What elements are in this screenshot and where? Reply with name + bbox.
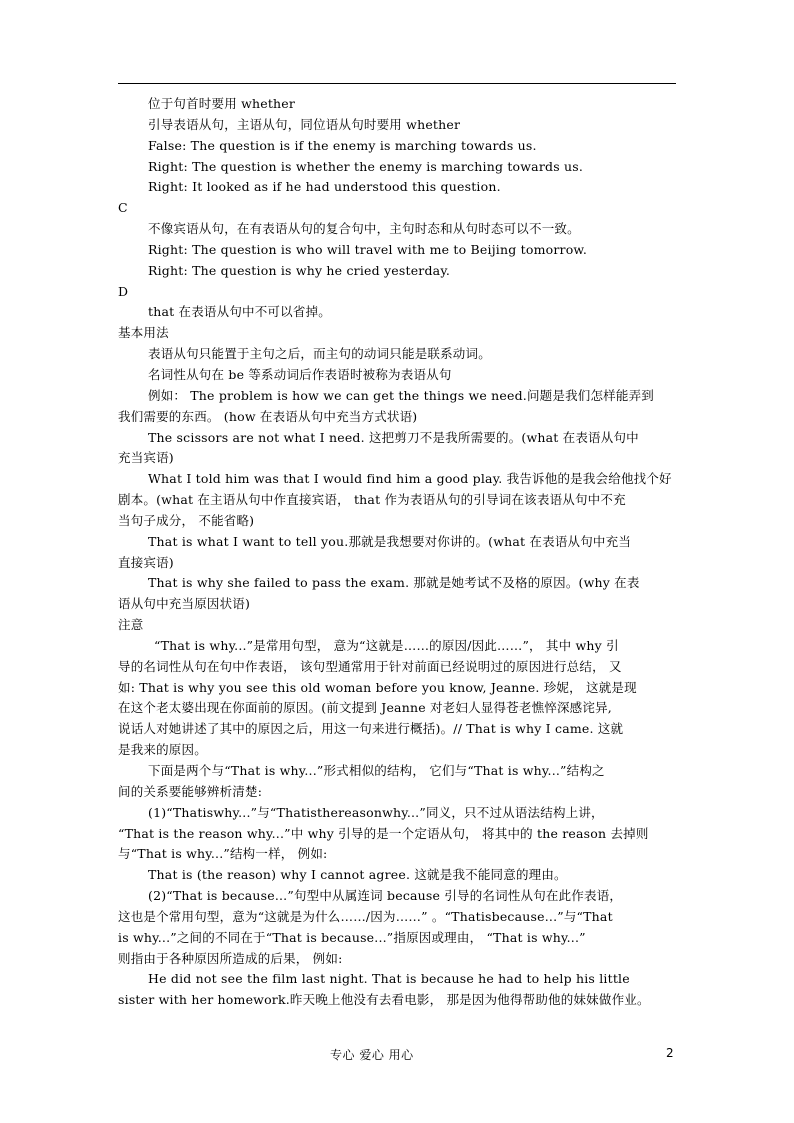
text-line: 在这个老太婆出现在你面前的原因。(前文提到 Jeanne 对老妇人显得苍老憔悴深感诧异, (118, 700, 612, 716)
text-line: 名词性从句在 be 等系动词后作表语时被称为表语从句 (148, 366, 452, 382)
text-line: 间的关系要能够辨析清楚: (118, 783, 263, 799)
text-line: What I told him was that I would find him a good play. 我告诉他的是我会给他找个好 (148, 471, 672, 487)
text-line: that 在表语从句中不可以省掉。 (148, 304, 331, 320)
text-line: 是我来的原因。 (118, 742, 207, 758)
text-line: D (118, 283, 129, 299)
text-line: 剧本。(what 在主语从句中作直接宾语， that 作为表语从句的引导词在该表语从句中不充 (118, 492, 626, 508)
text-line: 例如： The problem is how we can get the things we need.问题是我们怎样能弄到 (148, 387, 654, 403)
page-number: 2 (666, 1046, 674, 1060)
header-rule (118, 83, 676, 84)
text-line: 与“That is why...”结构一样， 例如: (118, 846, 328, 862)
text-line: “That is the reason why...”中 why 引导的是一个定语从句， 将其中的 the reason 去掉则 (118, 825, 649, 841)
text-line: Right: The question is why he cried yesterday. (148, 262, 451, 278)
text-line: 充当宾语) (118, 450, 174, 466)
text-line: (1)“Thatiswhy...”与“Thatisthereasonwhy...”同义，只不过从语法结构上讲， (148, 804, 604, 820)
text-line: 当句子成分， 不能省略) (118, 512, 255, 528)
text-line: 表语从句只能置于主句之后，而主句的动词只能是联系动词。 (148, 346, 491, 362)
text-line: Right: The question is who will travel with me to Beijing tomorrow. (148, 241, 588, 257)
text-line: 不像宾语从句，在有表语从句的复合句中，主句时态和从句时态可以不一致。 (148, 221, 580, 237)
text-line: 位于句首时要用 whether (148, 96, 296, 111)
footer-motto: 专心 爱心 用心 (330, 1048, 414, 1062)
text-line: 语从句中充当原因状语) (118, 596, 251, 612)
text-line: C (118, 200, 128, 216)
document-body (118, 94, 682, 1011)
text-line: is why...”之间的不同在于“That is because...”指原因或理由， “That is why...” (118, 929, 586, 945)
text-line: 下面是两个与“That is why...”形式相似的结构， 它们与“That is why...”结构之 (148, 763, 605, 778)
page-footer (0, 1044, 794, 1064)
text-line: 这也是个常用句型，意为“这就是为什么……/因为……” 。“Thatisbecause...”与“That (118, 908, 613, 924)
text-line: 直接宾语) (118, 554, 174, 570)
text-line: (2)“That is because...”句型中从属连词 because 引导的名词性从句在此作表语， (148, 888, 623, 904)
text-line: 注意 (118, 617, 144, 633)
text-line: “That is why...”是常用句型， 意为“这就是……的原因/因此……”， 其中 why 引 (154, 637, 619, 653)
text-line: 基本用法 (118, 325, 169, 341)
text-line: 如: That is why you see this old woman before you know, Jeanne. 珍妮， 这就是现 (118, 679, 637, 695)
text-line: That is what I want to tell you.那就是我想要对你讲的。(what 在表语从句中充当 (148, 533, 632, 549)
text-line: False: The question is if the enemy is marching towards us. (148, 137, 537, 153)
text-line: That is why she failed to pass the exam. 那就是她考试不及格的原因。(why 在表 (148, 575, 640, 591)
text-line: 我们需要的东西。 (how 在表语从句中充当方式状语) (118, 408, 418, 424)
text-line: 说话人对她讲述了其中的原因之后，用这一句来进行概括)。// That is why I came. 这就 (118, 721, 624, 737)
text-line: sister with her homework.昨天晚上他没有去看电影， 那是因为他得帮助他的妹妹做作业。 (118, 992, 650, 1008)
text-line: 引导表语从句，主语从句，同位语从句时要用 whether (148, 116, 461, 132)
text-line: That is (the reason) why I cannot agree. 这就是我不能同意的理由。 (148, 867, 567, 883)
text-line: 导的名词性从句在句中作表语， 该句型通常用于针对前面已经说明过的原因进行总结， 又 (118, 658, 622, 674)
text-line: Right: The question is whether the enemy is marching towards us. (148, 158, 584, 174)
text-line: Right: It looked as if he had understood this question. (148, 179, 501, 195)
text-line: He did not see the film last night. That is because he had to help his little (148, 971, 630, 987)
text-line: 则指由于各种原因所造成的后果， 例如: (118, 950, 343, 966)
text-line: The scissors are not what I need. 这把剪刀不是我所需要的。(what 在表语从句中 (148, 429, 639, 445)
